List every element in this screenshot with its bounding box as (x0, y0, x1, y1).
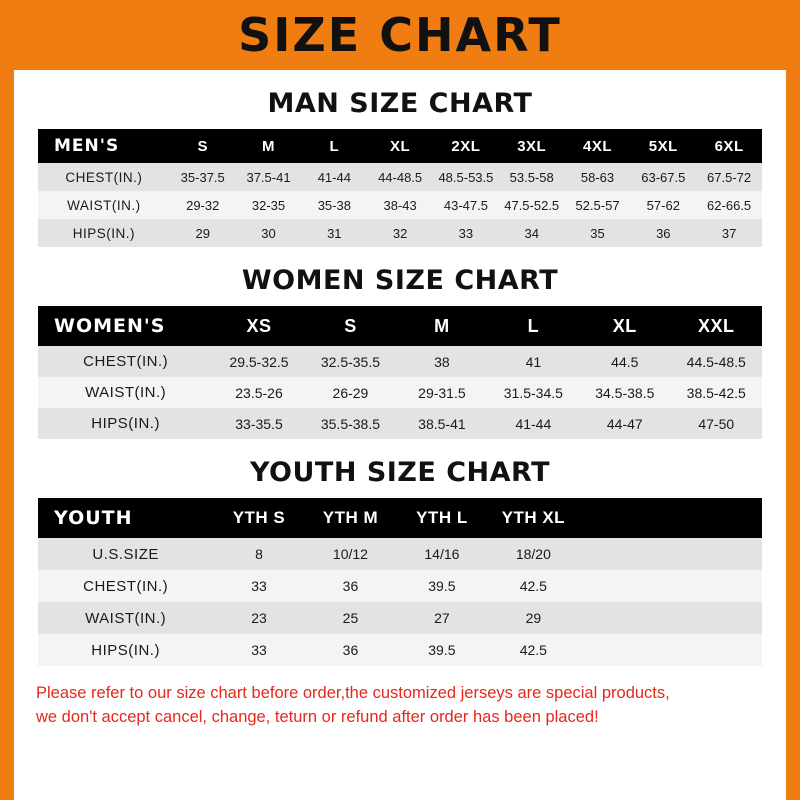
men-r0-c8: 67.5-72 (696, 163, 762, 191)
men-r1-c7: 57-62 (630, 191, 696, 219)
men-r2-c6: 35 (565, 219, 631, 247)
men-row-1-label: WAIST(IN.) (38, 191, 170, 219)
men-col-2: M (236, 129, 302, 163)
men-r1-c3: 38-43 (367, 191, 433, 219)
men-r1-c6: 52.5-57 (565, 191, 631, 219)
youth-r0-c1: 10/12 (305, 538, 396, 570)
section-women (14, 265, 786, 439)
women-row-2-label: HIPS(IN.) (38, 408, 213, 439)
men-table-body (38, 163, 762, 247)
youth-r3-c1: 36 (305, 634, 396, 666)
men-r2-c1: 30 (236, 219, 302, 247)
men-table-head (38, 129, 762, 163)
youth-table-head (38, 498, 762, 538)
women-col-1: XS (213, 306, 304, 346)
youth-col-3: YTH L (396, 498, 487, 538)
men-r1-c5: 47.5-52.5 (499, 191, 565, 219)
table-header-row (38, 498, 762, 538)
youth-r2-c5 (671, 602, 762, 634)
youth-col-2: YTH M (305, 498, 396, 538)
youth-r1-c4 (579, 570, 670, 602)
youth-col-1: YTH S (213, 498, 304, 538)
youth-r2-c2: 27 (396, 602, 487, 634)
women-col-3: M (396, 306, 487, 346)
youth-r1-c2: 39.5 (396, 570, 487, 602)
women-col-4: L (488, 306, 579, 346)
women-col-6: XXL (671, 306, 762, 346)
youth-r3-c5 (671, 634, 762, 666)
section-title-youth: YOUTH SIZE CHART (249, 457, 551, 488)
women-col-2: S (305, 306, 396, 346)
table-row (38, 163, 762, 191)
notice-text (14, 666, 786, 730)
men-col-3: L (301, 129, 367, 163)
men-col-1: S (170, 129, 236, 163)
men-r2-c5: 34 (499, 219, 565, 247)
men-r2-c0: 29 (170, 219, 236, 247)
youth-r3-c0: 33 (213, 634, 304, 666)
youth-r0-c4 (579, 538, 670, 570)
men-col-7: 4XL (565, 129, 631, 163)
women-r0-c5: 44.5-48.5 (671, 346, 762, 377)
youth-row-0-label: U.S.SIZE (38, 538, 213, 570)
section-title-women: WOMEN SIZE CHART (241, 265, 559, 296)
men-r2-c4: 33 (433, 219, 499, 247)
men-r2-c7: 36 (630, 219, 696, 247)
section-title-men: MAN SIZE CHART (267, 88, 533, 119)
men-row-0-label: CHEST(IN.) (38, 163, 170, 191)
men-r0-c0: 35-37.5 (170, 163, 236, 191)
women-row-label-header: WOMEN'S (38, 306, 213, 346)
youth-r0-c2: 14/16 (396, 538, 487, 570)
women-r0-c2: 38 (396, 346, 487, 377)
youth-col-4: YTH XL (488, 498, 579, 538)
men-r2-c3: 32 (367, 219, 433, 247)
youth-r0-c0: 8 (213, 538, 304, 570)
men-r1-c8: 62-66.5 (696, 191, 762, 219)
women-r1-c0: 23.5-26 (213, 377, 304, 408)
men-r1-c0: 29-32 (170, 191, 236, 219)
women-size-table (38, 306, 762, 439)
men-r1-c2: 35-38 (301, 191, 367, 219)
section-men (14, 88, 786, 247)
women-table-body (38, 346, 762, 439)
men-r1-c1: 32-35 (236, 191, 302, 219)
men-r0-c7: 63-67.5 (630, 163, 696, 191)
men-col-6: 3XL (499, 129, 565, 163)
women-r2-c4: 44-47 (579, 408, 670, 439)
youth-r1-c5 (671, 570, 762, 602)
women-r0-c4: 44.5 (579, 346, 670, 377)
youth-size-table (38, 498, 762, 666)
youth-r1-c1: 36 (305, 570, 396, 602)
men-r0-c6: 58-63 (565, 163, 631, 191)
table-row (38, 408, 762, 439)
notice-line-1: Please refer to our size chart before order,the customized jerseys are special products, (36, 684, 670, 702)
women-r2-c2: 38.5-41 (396, 408, 487, 439)
women-r1-c1: 26-29 (305, 377, 396, 408)
men-r0-c5: 53.5-58 (499, 163, 565, 191)
men-col-9: 6XL (696, 129, 762, 163)
women-row-0-label: CHEST(IN.) (38, 346, 213, 377)
men-col-8: 5XL (630, 129, 696, 163)
table-row (38, 377, 762, 408)
women-r2-c0: 33-35.5 (213, 408, 304, 439)
men-r2-c8: 37 (696, 219, 762, 247)
youth-r0-c3: 18/20 (488, 538, 579, 570)
women-r1-c4: 34.5-38.5 (579, 377, 670, 408)
women-r1-c5: 38.5-42.5 (671, 377, 762, 408)
table-header-row (38, 306, 762, 346)
youth-r1-c3: 42.5 (488, 570, 579, 602)
youth-col-6 (671, 498, 762, 538)
youth-r2-c0: 23 (213, 602, 304, 634)
women-table-head (38, 306, 762, 346)
section-youth (14, 457, 786, 666)
youth-col-5 (579, 498, 670, 538)
men-col-4: XL (367, 129, 433, 163)
table-row (38, 346, 762, 377)
women-r2-c1: 35.5-38.5 (305, 408, 396, 439)
men-r0-c3: 44-48.5 (367, 163, 433, 191)
notice-line-2: we don't accept cancel, change, teturn or refund after order has been placed! (36, 707, 599, 726)
youth-table-body (38, 538, 762, 666)
youth-row-1-label: CHEST(IN.) (38, 570, 213, 602)
women-r2-c3: 41-44 (488, 408, 579, 439)
youth-r3-c3: 42.5 (488, 634, 579, 666)
men-size-table (38, 129, 762, 247)
banner (0, 0, 800, 70)
men-col-5: 2XL (433, 129, 499, 163)
women-col-5: XL (579, 306, 670, 346)
youth-row-2-label: WAIST(IN.) (38, 602, 213, 634)
men-r0-c2: 41-44 (301, 163, 367, 191)
women-r0-c0: 29.5-32.5 (213, 346, 304, 377)
youth-row-3-label: HIPS(IN.) (38, 634, 213, 666)
women-r1-c3: 31.5-34.5 (488, 377, 579, 408)
page-title: SIZE CHART (238, 8, 562, 62)
youth-r2-c1: 25 (305, 602, 396, 634)
men-r2-c2: 31 (301, 219, 367, 247)
youth-r3-c4 (579, 634, 670, 666)
table-header-row (38, 129, 762, 163)
youth-r2-c4 (579, 602, 670, 634)
table-row (38, 602, 762, 634)
women-r2-c5: 47-50 (671, 408, 762, 439)
youth-row-label-header: YOUTH (38, 498, 213, 538)
table-row (38, 219, 762, 247)
men-r0-c4: 48.5-53.5 (433, 163, 499, 191)
men-r1-c4: 43-47.5 (433, 191, 499, 219)
youth-r2-c3: 29 (488, 602, 579, 634)
men-row-label-header: MEN'S (38, 129, 170, 163)
women-row-1-label: WAIST(IN.) (38, 377, 213, 408)
table-row (38, 570, 762, 602)
table-row (38, 191, 762, 219)
youth-r3-c2: 39.5 (396, 634, 487, 666)
men-row-2-label: HIPS(IN.) (38, 219, 170, 247)
men-r0-c1: 37.5-41 (236, 163, 302, 191)
youth-r1-c0: 33 (213, 570, 304, 602)
youth-r0-c5 (671, 538, 762, 570)
women-r0-c1: 32.5-35.5 (305, 346, 396, 377)
women-r0-c3: 41 (488, 346, 579, 377)
table-row (38, 538, 762, 570)
women-r1-c2: 29-31.5 (396, 377, 487, 408)
table-row (38, 634, 762, 666)
